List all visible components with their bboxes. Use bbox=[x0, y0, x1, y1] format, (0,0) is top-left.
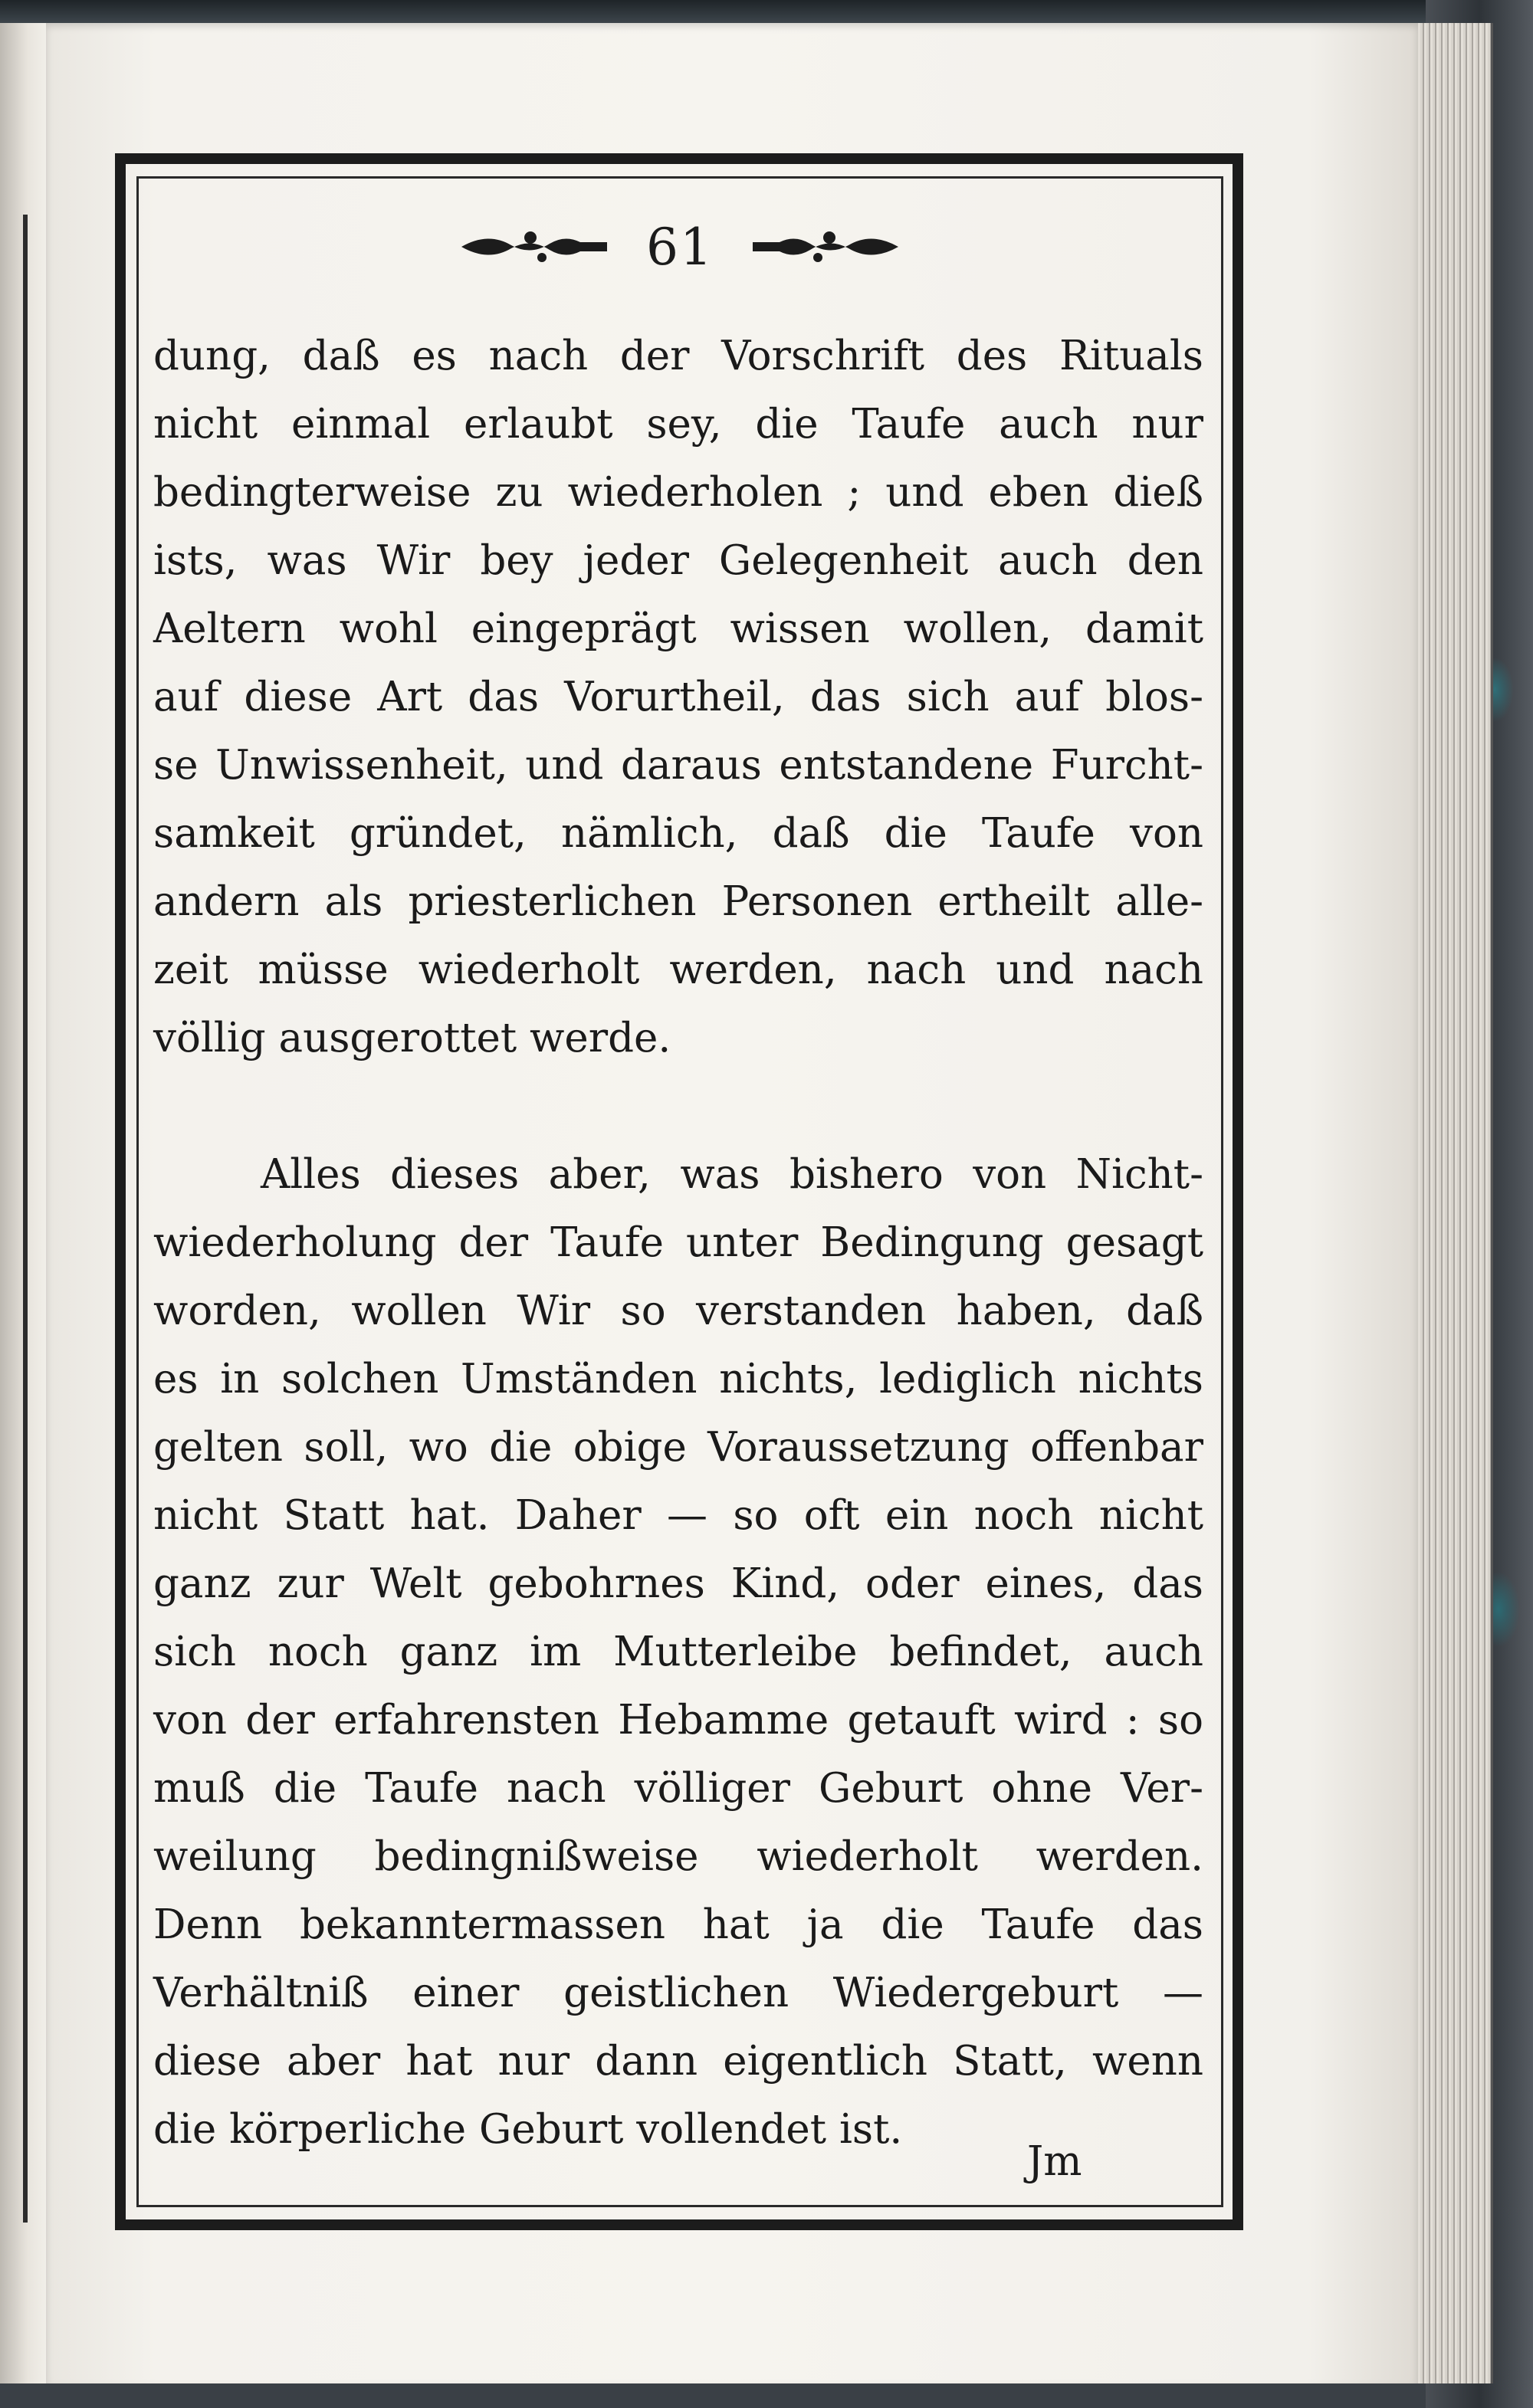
text-line: weilung bedingnißweise wiederholt werden. bbox=[153, 1833, 1203, 1880]
text-line: wiederholung der Taufe unter Bedingung gesagt bbox=[153, 1219, 1203, 1266]
facing-page-rule bbox=[23, 215, 28, 2223]
facing-page-sliver bbox=[0, 23, 46, 2383]
text-line: samkeit gründet, nämlich, daß die Taufe von bbox=[153, 810, 1203, 857]
page-header bbox=[136, 201, 1223, 293]
flourish-left-icon bbox=[458, 224, 611, 270]
text-line: Verhältniß einer geistlichen Wiedergeburt — bbox=[153, 1970, 1203, 2016]
text-line: zeit müsse wiederholt werden, nach und nach bbox=[153, 946, 1203, 993]
text-line: Denn bekanntermassen hat ja die Taufe das bbox=[153, 1901, 1203, 1948]
text-line: andern als priesterlichen Personen ertheilt alle- bbox=[153, 878, 1203, 925]
paragraph-2 bbox=[153, 1140, 1203, 2164]
paragraph-1 bbox=[153, 322, 1203, 1072]
catchword: Jm bbox=[1027, 2138, 1082, 2185]
book-top-edge bbox=[0, 0, 1533, 23]
text-line: nicht einmal erlaubt sey, die Taufe auch nur bbox=[153, 401, 1203, 448]
text-line: gelten soll, wo die obige Voraussetzung offenbar bbox=[153, 1424, 1203, 1471]
page-number: 61 bbox=[646, 217, 714, 277]
text-line: nicht Statt hat. Daher — so oft ein noch nicht bbox=[153, 1492, 1203, 1539]
text-line: worden, wollen Wir so verstanden haben, daß bbox=[153, 1288, 1203, 1334]
text-line: Aeltern wohl eingeprägt wissen wollen, damit bbox=[153, 605, 1203, 652]
text-line: völlig ausgerottet werde. bbox=[153, 1015, 671, 1061]
text-line: bedingterweise zu wiederholen ; und eben dieß bbox=[153, 469, 1203, 516]
text-line: ganz zur Welt gebohrnes Kind, oder eines, das bbox=[153, 1560, 1203, 1607]
text-line: von der erfahrensten Hebamme getauft wird : so bbox=[153, 1697, 1203, 1744]
text-line: diese aber hat nur dann eigentlich Statt, wenn bbox=[153, 2038, 1203, 2085]
text-line: sich noch ganz im Mutterleibe befindet, auch bbox=[153, 1629, 1203, 1675]
text-line: dung, daß es nach der Vorschrift des Rituals bbox=[153, 333, 1203, 379]
text-line: ists, was Wir bey jeder Gelegenheit auch den bbox=[153, 537, 1203, 584]
text-line: die körperliche Geburt vollendet ist. bbox=[153, 2106, 903, 2153]
page-stack-edges bbox=[1414, 23, 1493, 2383]
text-line: muß die Taufe nach völliger Geburt ohne Ver- bbox=[153, 1765, 1203, 1812]
text-line: se Unwissenheit, und daraus entstandene Furcht- bbox=[153, 742, 1203, 789]
flourish-right-icon bbox=[749, 224, 902, 270]
text-line: es in solchen Umständen nichts, lediglich nichts bbox=[153, 1356, 1203, 1402]
text-line: Alles dieses aber, was bishero von Nicht- bbox=[261, 1151, 1203, 1198]
text-line: auf diese Art das Vorurtheil, das sich auf blos- bbox=[153, 674, 1203, 720]
